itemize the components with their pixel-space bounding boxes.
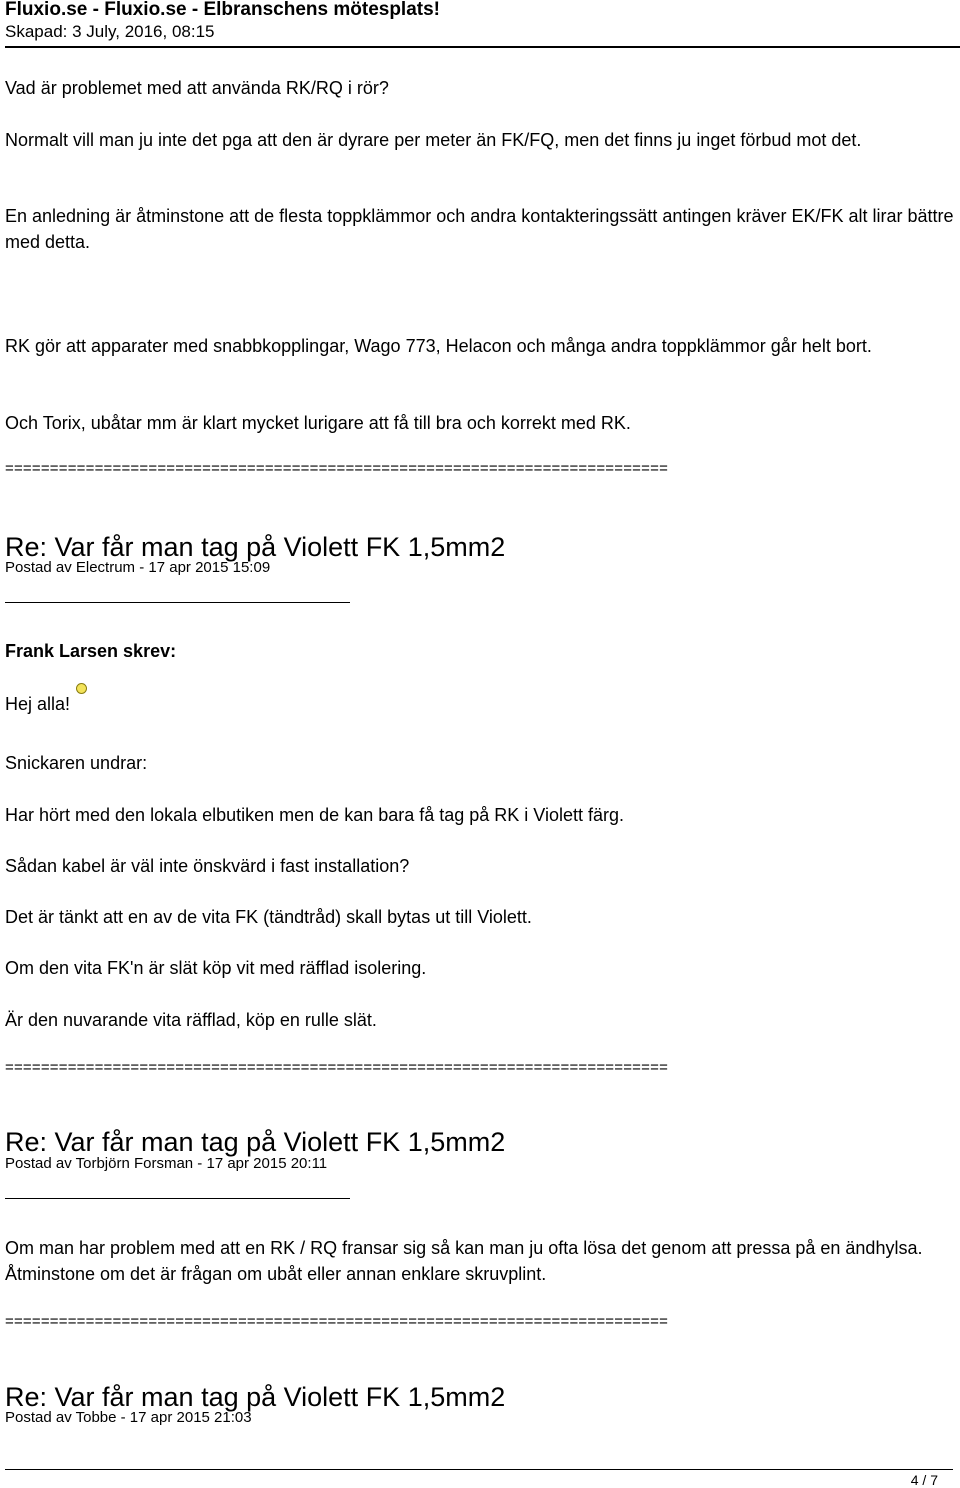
quote-author: Frank Larsen skrev: <box>5 641 177 661</box>
post-title: Re: Var får man tag på Violett FK 1,5mm2 <box>5 532 506 562</box>
page-header <box>5 0 960 43</box>
quote-greeting-text: Hej alla! <box>5 694 71 714</box>
post-body: Om man har problem med att en RK / RQ fransar sig så kan man ju ofta lösa det genom att pressa på en ändhylsa. Åtminstone om det är frågan om ubåt eller annan enklare skruvplint. <box>5 1238 923 1284</box>
footer-divider <box>5 1469 953 1470</box>
quote-line: Sådan kabel är väl inte önskvärd i fast installation? <box>5 856 410 876</box>
quote-line: Om den vita FK'n är slät köp vit med räfflad isolering. <box>5 958 427 978</box>
intro-paragraph-1: Vad är problemet med att använda RK/RQ i rör? <box>5 78 389 98</box>
post-title: Re: Var får man tag på Violett FK 1,5mm2 <box>5 1382 506 1412</box>
post-separator: ========================================================================== <box>5 1059 669 1076</box>
quote-line: Är den nuvarande vita räfflad, köp en rulle slät. <box>5 1010 377 1030</box>
intro-paragraph-2: Normalt vill man ju inte det pga att den är dyrare per meter än FK/FQ, men det finns ju inget förbud mot det. <box>5 130 862 150</box>
site-title: Fluxio.se - Fluxio.se - Elbranschens mötesplats! <box>5 0 440 20</box>
quote-line: Har hört med den lokala elbutiken men de kan bara få tag på RK i Violett färg. <box>5 805 625 825</box>
post-separator: ========================================================================== <box>5 1313 669 1330</box>
post-byline: Postad av Tobbe - 17 apr 2015 21:03 <box>5 1409 252 1426</box>
created-date: Skapad: 3 July, 2016, 08:15 <box>5 22 215 41</box>
intro-paragraph-4: RK gör att apparater med snabbkopplingar, Wago 773, Helacon och många andra toppklämmor går helt bort. <box>5 336 872 356</box>
quote-line: Det är tänkt att en av de vita FK (tändtråd) skall bytas ut till Violett. <box>5 907 532 927</box>
quote-greeting <box>5 691 87 717</box>
byline-divider <box>5 1198 350 1199</box>
intro-paragraph-3: En anledning är åtminstone att de flesta toppklämmor och andra kontakteringssätt antingen kräver EK/FK alt lirar bättre med detta. <box>5 206 954 252</box>
byline-divider <box>5 602 350 603</box>
intro-paragraph-5: Och Torix, ubåtar mm är klart mycket lurigare att få till bra och korrekt med RK. <box>5 413 631 433</box>
page-number: 4 / 7 <box>910 1472 938 1488</box>
post-separator: ========================================================================== <box>5 460 669 477</box>
header-divider <box>5 46 960 48</box>
smiley-icon <box>76 683 87 694</box>
post-byline: Postad av Torbjörn Forsman - 17 apr 2015 20:11 <box>5 1155 328 1172</box>
post-byline: Postad av Electrum - 17 apr 2015 15:09 <box>5 559 271 576</box>
quote-line: Snickaren undrar: <box>5 753 148 773</box>
post-title: Re: Var får man tag på Violett FK 1,5mm2 <box>5 1127 506 1157</box>
